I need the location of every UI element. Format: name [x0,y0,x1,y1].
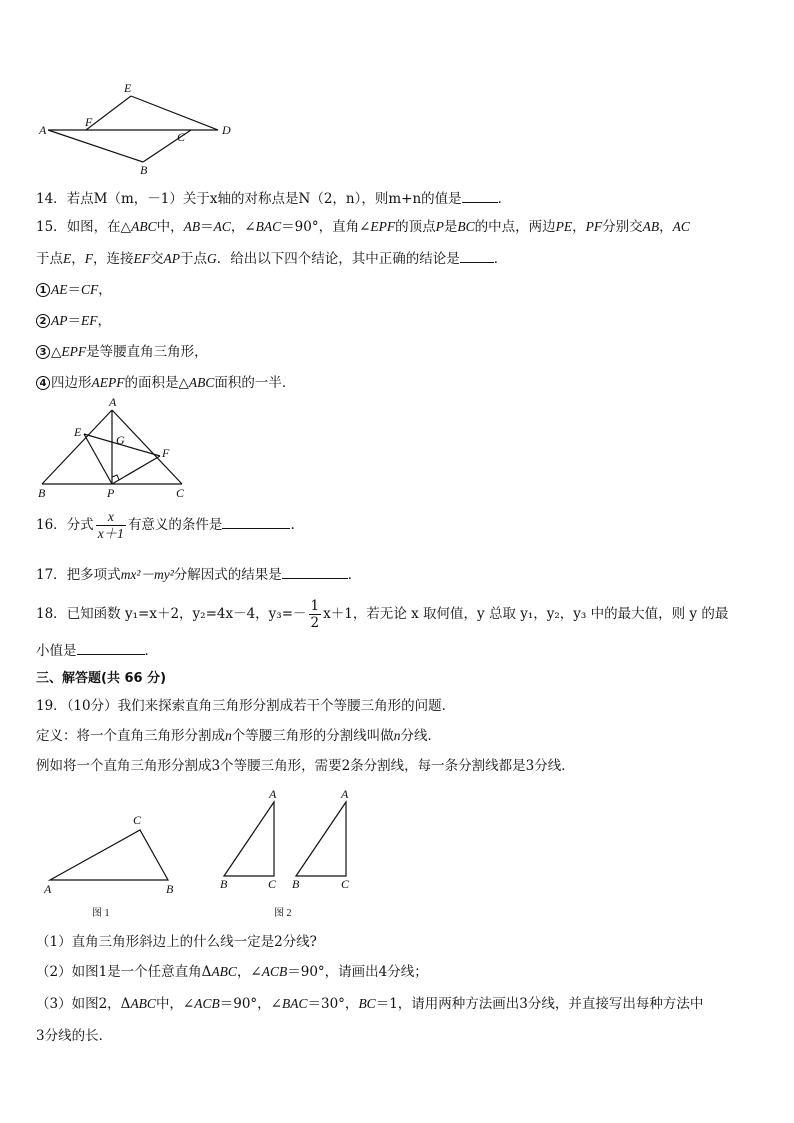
figure-triangle-abc-epf [34,394,204,502]
label-a: A [44,882,52,896]
label-b: B [166,882,174,896]
circled-number-2: 2 [36,314,50,328]
q16-answer-blank[interactable] [222,514,290,529]
q17-t1: 把多项式 [66,567,121,583]
q15-t11: 于点 [36,251,63,267]
section-3-title: 三、解答题(共 66 分) [36,671,167,686]
q19-def-b: 个等腰三角形的分割线叫做 [231,728,394,744]
q15-t6: 是 [443,219,458,235]
q18-number: 18． [36,606,67,622]
q15-epf: EPF [370,219,396,234]
q15-ab2: AB [642,219,660,234]
q15-t15: 于点 [180,251,207,267]
label-e: E [124,81,132,95]
q18-frac-num: 1 [310,598,320,614]
question-19-definition [36,727,441,745]
c2-d: ， [97,313,111,329]
c4-c: 的面积是△ [124,375,189,391]
q15-t4: ＝90°，直角∠ [281,219,371,235]
label-b: B [292,877,300,891]
label-b: B [140,163,148,177]
c2-c: EF [81,313,98,328]
label-c: C [176,486,185,500]
q15-abc: ABC [131,219,157,234]
q18-end: ． [144,643,158,659]
c1-c: CF [81,282,99,297]
q15-pe: PE [555,219,573,234]
c1-b: ＝ [67,282,81,298]
label-e: E [74,425,82,439]
q15-t8: ， [572,219,586,235]
q15-t14: 交 [150,251,164,267]
q16-end: . [290,517,295,533]
q18-t2: x＋1，若无论 x 取何值，y 总取 y₁，y₂，y₃ 中的最大值，则 y 的最 [323,606,729,622]
q16-frac-num: x [107,509,114,524]
q15-pf: PF [585,219,603,234]
q15-t1: 如图，在△ [66,219,132,235]
figure-1-triangle [36,810,186,920]
label-a: A [269,787,277,801]
q15-ac: AC [213,219,231,234]
label-c: C [268,877,277,891]
question-19-intro [36,697,455,715]
q15-conclusion-2 [36,312,111,330]
q19-p2-c: ＝90°，请画出4分线； [287,964,428,980]
q19-p3-line2-text: 3分线的长． [36,1028,113,1044]
q19-p3-d: ＝30°， [307,996,359,1012]
q19-p3-acb: ACB [194,996,220,1011]
question-15-line2 [36,248,507,268]
q19-def-a: 定义：将一个直角三角形分割成 [36,728,225,744]
q18-t1: 已知函数 y₁=x＋2，y₂=4x－4，y₃=－ [66,606,307,622]
q19-p3-bac: BAC [282,996,308,1011]
c3-d: ， [194,344,208,360]
q15-t13: ，连接 [93,251,134,267]
figure-1-caption: 图 1 [92,908,110,919]
q19-n1: n [225,728,232,743]
q16-number: 16． [36,517,67,533]
label-a: A [341,787,349,801]
q19-part-3-line2 [36,1027,112,1045]
label-d: D [222,123,231,137]
q15-ap: AP [163,251,180,266]
c2-a: AP [51,313,68,328]
q15-p: P [435,219,444,234]
question-14 [36,188,511,208]
c4-d: ABC [188,375,215,390]
circled-number-1: 1 [36,283,50,297]
q15-conclusion-1 [36,281,112,299]
q16-t2: 有意义的条件是 [127,517,223,533]
q18-fraction [309,598,322,631]
q19-p2-acb: ACB [261,964,288,979]
question-16 [36,505,295,545]
q15-answer-blank[interactable] [460,248,494,263]
q15-t9: 分别交 [602,219,643,235]
q19-p2-b: ，∠ [236,964,262,980]
q19-p2-a: （2）如图1是一个任意直角Δ [36,964,212,980]
q14-end: ． [497,191,512,207]
q15-e: E [63,251,72,266]
q16-t1: 分式 [66,517,94,533]
q17-expression: mx²－my² [120,567,174,582]
question-15-line1 [36,218,690,236]
q17-t2: 分解因式的结果是 [173,567,282,583]
q19-p3-e: ＝1，请用两种方法画出3分线，并直接写出每种方法中 [375,996,704,1012]
q15-t3: ，∠ [230,219,256,235]
q19-p3-c: ＝90°，∠ [219,996,282,1012]
q18-t3: 小值是 [36,643,77,659]
question-17 [36,564,361,584]
q15-t5: 的顶点 [395,219,436,235]
c1-d: ， [98,282,112,298]
q15-t2: 中， [156,219,184,235]
q19-n2: n [393,728,401,743]
c2-b: ＝ [67,313,81,329]
c3-a: △ [51,344,62,360]
figure-quadrilateral-aebd [36,80,246,180]
c1-a: AE [51,282,68,297]
q19-p1-text: （1）直角三角形斜边上的什么线一定是2分线? [36,934,317,950]
q15-eq: ＝ [200,219,214,235]
q15-ab: AB [183,219,201,234]
q19-p3-abc: ABC [130,996,156,1011]
label-f: F [162,446,170,460]
label-c: C [341,877,350,891]
q14-number: 14． [36,191,67,207]
label-f: F [85,115,93,129]
label-b: B [38,486,46,500]
question-19-example [36,757,575,775]
q15-end: ． [493,251,508,267]
q14-answer-blank[interactable] [462,188,498,203]
q15-f: F [84,251,93,266]
q15-number: 15． [36,219,67,235]
q18-frac-den: 2 [310,615,320,631]
q18-answer-blank[interactable] [77,640,145,655]
label-a: A [39,123,47,137]
q19-example-text: 例如将一个直角三角形分割成3个等腰三角形，需要2条分割线，每一条分割线都是3分线． [36,758,575,774]
q14-text: 若点M（m，－1）关于x轴的对称点是N（2，n），则m+n的值是 [66,191,462,207]
circled-number-3: 3 [36,345,50,359]
circled-number-4: 4 [36,376,50,390]
q15-bc: BC [457,219,475,234]
q19-p2-abc: ABC [211,964,237,979]
q15-ef: EF [133,251,150,266]
question-18-line2 [36,640,158,660]
q16-fraction [96,509,126,542]
q15-t10: ， [659,219,673,235]
c3-b: EPF [61,344,87,359]
q15-g: G [207,251,217,266]
label-c: C [133,813,142,827]
label-g: G [116,433,125,447]
label-b: B [220,877,228,891]
figure-2-triangles [212,784,362,920]
q19-def-c: 分线． [400,728,441,744]
q15-conclusion-3 [36,343,208,361]
label-c: C [177,130,186,144]
question-18-line1 [36,594,728,634]
q19-p3-bc: BC [358,996,376,1011]
q19-part-1 [36,933,317,951]
q15-bac: BAC [255,219,282,234]
q17-number: 17． [36,567,67,583]
q16-frac-den: x＋1 [97,526,124,541]
c3-c: 是等腰直角三角形 [86,344,195,360]
q17-answer-blank[interactable] [282,564,348,579]
q15-t16: ．给出以下四个结论，其中正确的结论是 [216,251,460,267]
figure-2-caption: 图 2 [274,908,292,919]
q15-t12: ， [71,251,85,267]
q15-ac2: AC [672,219,690,234]
c4-a: 四边形 [51,375,92,391]
q19-p3-b: 中，∠ [155,996,195,1012]
q19-part-2 [36,963,428,981]
label-p: P [107,486,115,500]
q19-number: 19． [36,698,67,714]
c4-b: AEPF [91,375,125,390]
q17-end: ． [347,567,362,583]
c4-e: 面积的一半． [214,375,296,391]
q15-conclusion-4 [36,374,295,392]
q19-part-3 [36,995,703,1013]
label-a: A [109,395,117,409]
q19-intro-text: （10分）我们来探索直角三角形分割成若干个等腰三角形的问题． [66,698,456,714]
q15-t7: 的中点，两边 [474,219,556,235]
q19-p3-a: （3）如图2，Δ [36,996,131,1012]
